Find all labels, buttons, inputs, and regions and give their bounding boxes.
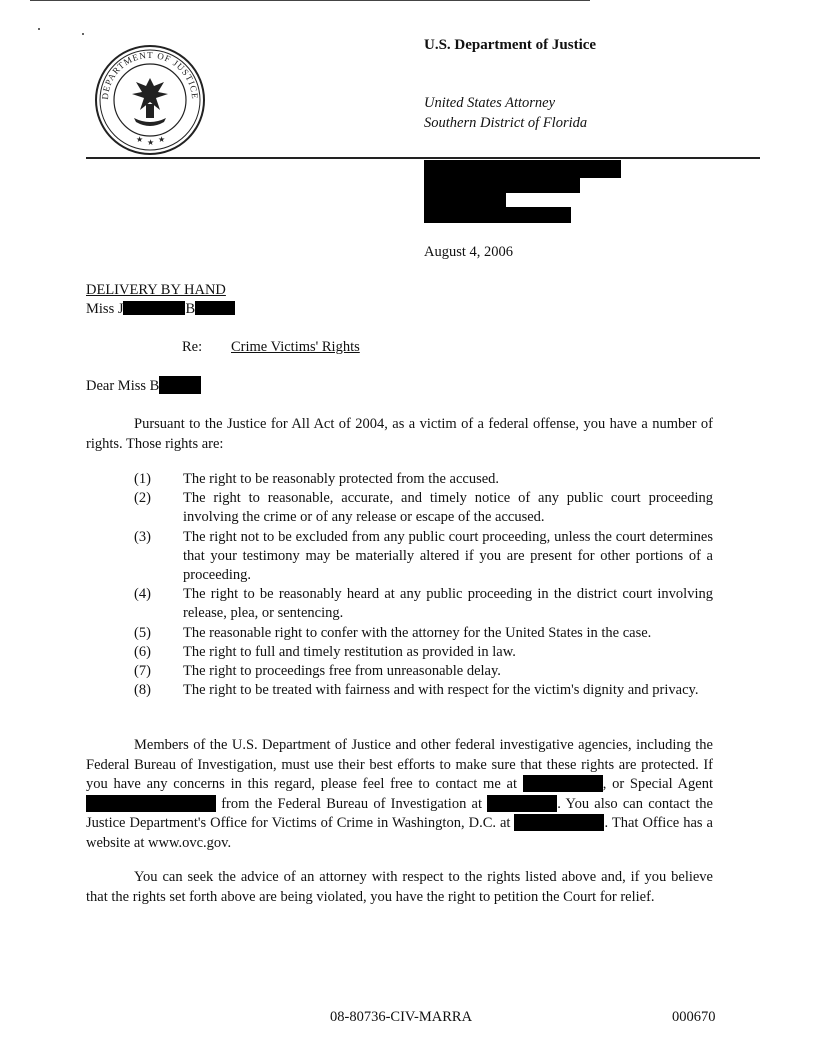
intro-paragraph: Pursuant to the Justice for All Act of 2004, as a victim of a federal offense, you have a number of rights. Those rights are: [86, 416, 713, 452]
letter-date: August 4, 2006 [424, 244, 514, 260]
salutation-text: Dear Miss B [86, 378, 160, 394]
rights-list [134, 470, 713, 700]
redaction-block [424, 160, 621, 178]
redaction-block [424, 178, 580, 193]
salutation [86, 376, 201, 395]
right-number: (7) [134, 663, 151, 680]
right-text: The right to be reasonably protected from the accused. [183, 471, 500, 487]
right-text: The reasonable right to confer with the attorney for the United States in the case. [183, 624, 652, 641]
redaction-block [514, 814, 604, 831]
right-text: The right not to be excluded from any public court proceeding, unless the court determines that your testimony may be materially altered if you are present for other portions of a proceeding. [183, 528, 713, 584]
right-text: The right to proceedings free from unreasonable delay. [183, 663, 501, 680]
doj-seal [94, 44, 206, 156]
contact-paragraph [86, 736, 713, 853]
delivery-method: DELIVERY BY HAND [86, 282, 226, 298]
contact-text: , or Special Agent [602, 776, 713, 792]
office-line-2: Southern District of Florida [424, 115, 588, 131]
right-number: (4) [134, 586, 151, 603]
right-text: The right to full and timely restitution as provided in law. [183, 643, 516, 660]
rights-list-item [134, 489, 713, 527]
svg-text:★: ★ [136, 135, 144, 144]
re-label: Re: [182, 339, 203, 355]
rights-list-item [134, 643, 713, 662]
contact-text: . You also can contact the Justice Department's Office for Victims of Crime in Washington, D.C. at [86, 795, 713, 831]
right-number: (5) [134, 624, 151, 641]
rights-list-item [134, 662, 713, 681]
contact-text: . That Office has a website at www.ovc.gov. [86, 815, 713, 851]
rights-list-item [134, 470, 713, 489]
rights-list-item [134, 624, 713, 643]
right-number: (8) [134, 682, 151, 699]
svg-text:★: ★ [158, 135, 166, 144]
right-number: (1) [134, 471, 151, 487]
office-name [424, 93, 587, 133]
redaction-block [523, 775, 603, 792]
svg-text:★: ★ [147, 138, 155, 147]
footer-case-number: 08-80736-CIV-MARRA [330, 1009, 473, 1025]
scan-speck [82, 33, 84, 35]
contact-text: from the Federal Bureau of Investigation at [221, 795, 483, 812]
seal-text: DEPARTMENT OF JUSTICE [99, 49, 201, 100]
department-name: U.S. Department of Justice [424, 37, 597, 53]
recipient-prefix: Miss J [86, 301, 124, 317]
redaction-block [159, 376, 201, 394]
right-text: The right to be reasonably heard at any public proceeding in the district court involving release, plea, or sentencing. [183, 586, 713, 622]
redaction-block [123, 301, 185, 315]
scan-speck [38, 28, 40, 30]
letterhead-rule [86, 157, 760, 159]
right-number: (6) [134, 643, 151, 660]
rights-list-item [134, 585, 713, 623]
redaction-block [86, 795, 216, 812]
rights-list-item [134, 528, 713, 586]
redaction-block [195, 301, 235, 315]
right-text: The right to be treated with fairness and with respect for the victim's dignity and privacy. [183, 682, 699, 699]
redaction-block [424, 193, 506, 207]
right-text: The right to reasonable, accurate, and timely notice of any public court proceeding involving the crime or of any release or escape of the accused. [183, 490, 713, 526]
advice-paragraph: You can seek the advice of an attorney with respect to the rights listed above and, if you believe that the rights set forth above are being violated, you have the right to petition the Court for relief. [86, 869, 713, 905]
scan-top-edge-line [30, 0, 590, 1]
re-subject: Crime Victims' Rights [231, 339, 360, 355]
redaction-block [487, 795, 557, 812]
office-line-1: United States Attorney [424, 95, 556, 111]
footer-page-number: 000670 [672, 1009, 716, 1025]
redaction-block [424, 207, 571, 223]
right-number: (3) [134, 528, 151, 545]
contact-text: Members of the U.S. Department of Justice and other federal investigative agencies, including the Federal Bureau of Investigation, must use their best efforts to make sure that these rights are protected. If you have any concerns in this regard, please feel free to contact me at [86, 737, 713, 792]
right-number: (2) [134, 490, 151, 507]
recipient-mid: B [185, 301, 196, 317]
recipient-line [86, 301, 235, 318]
rights-list-item [134, 681, 713, 700]
